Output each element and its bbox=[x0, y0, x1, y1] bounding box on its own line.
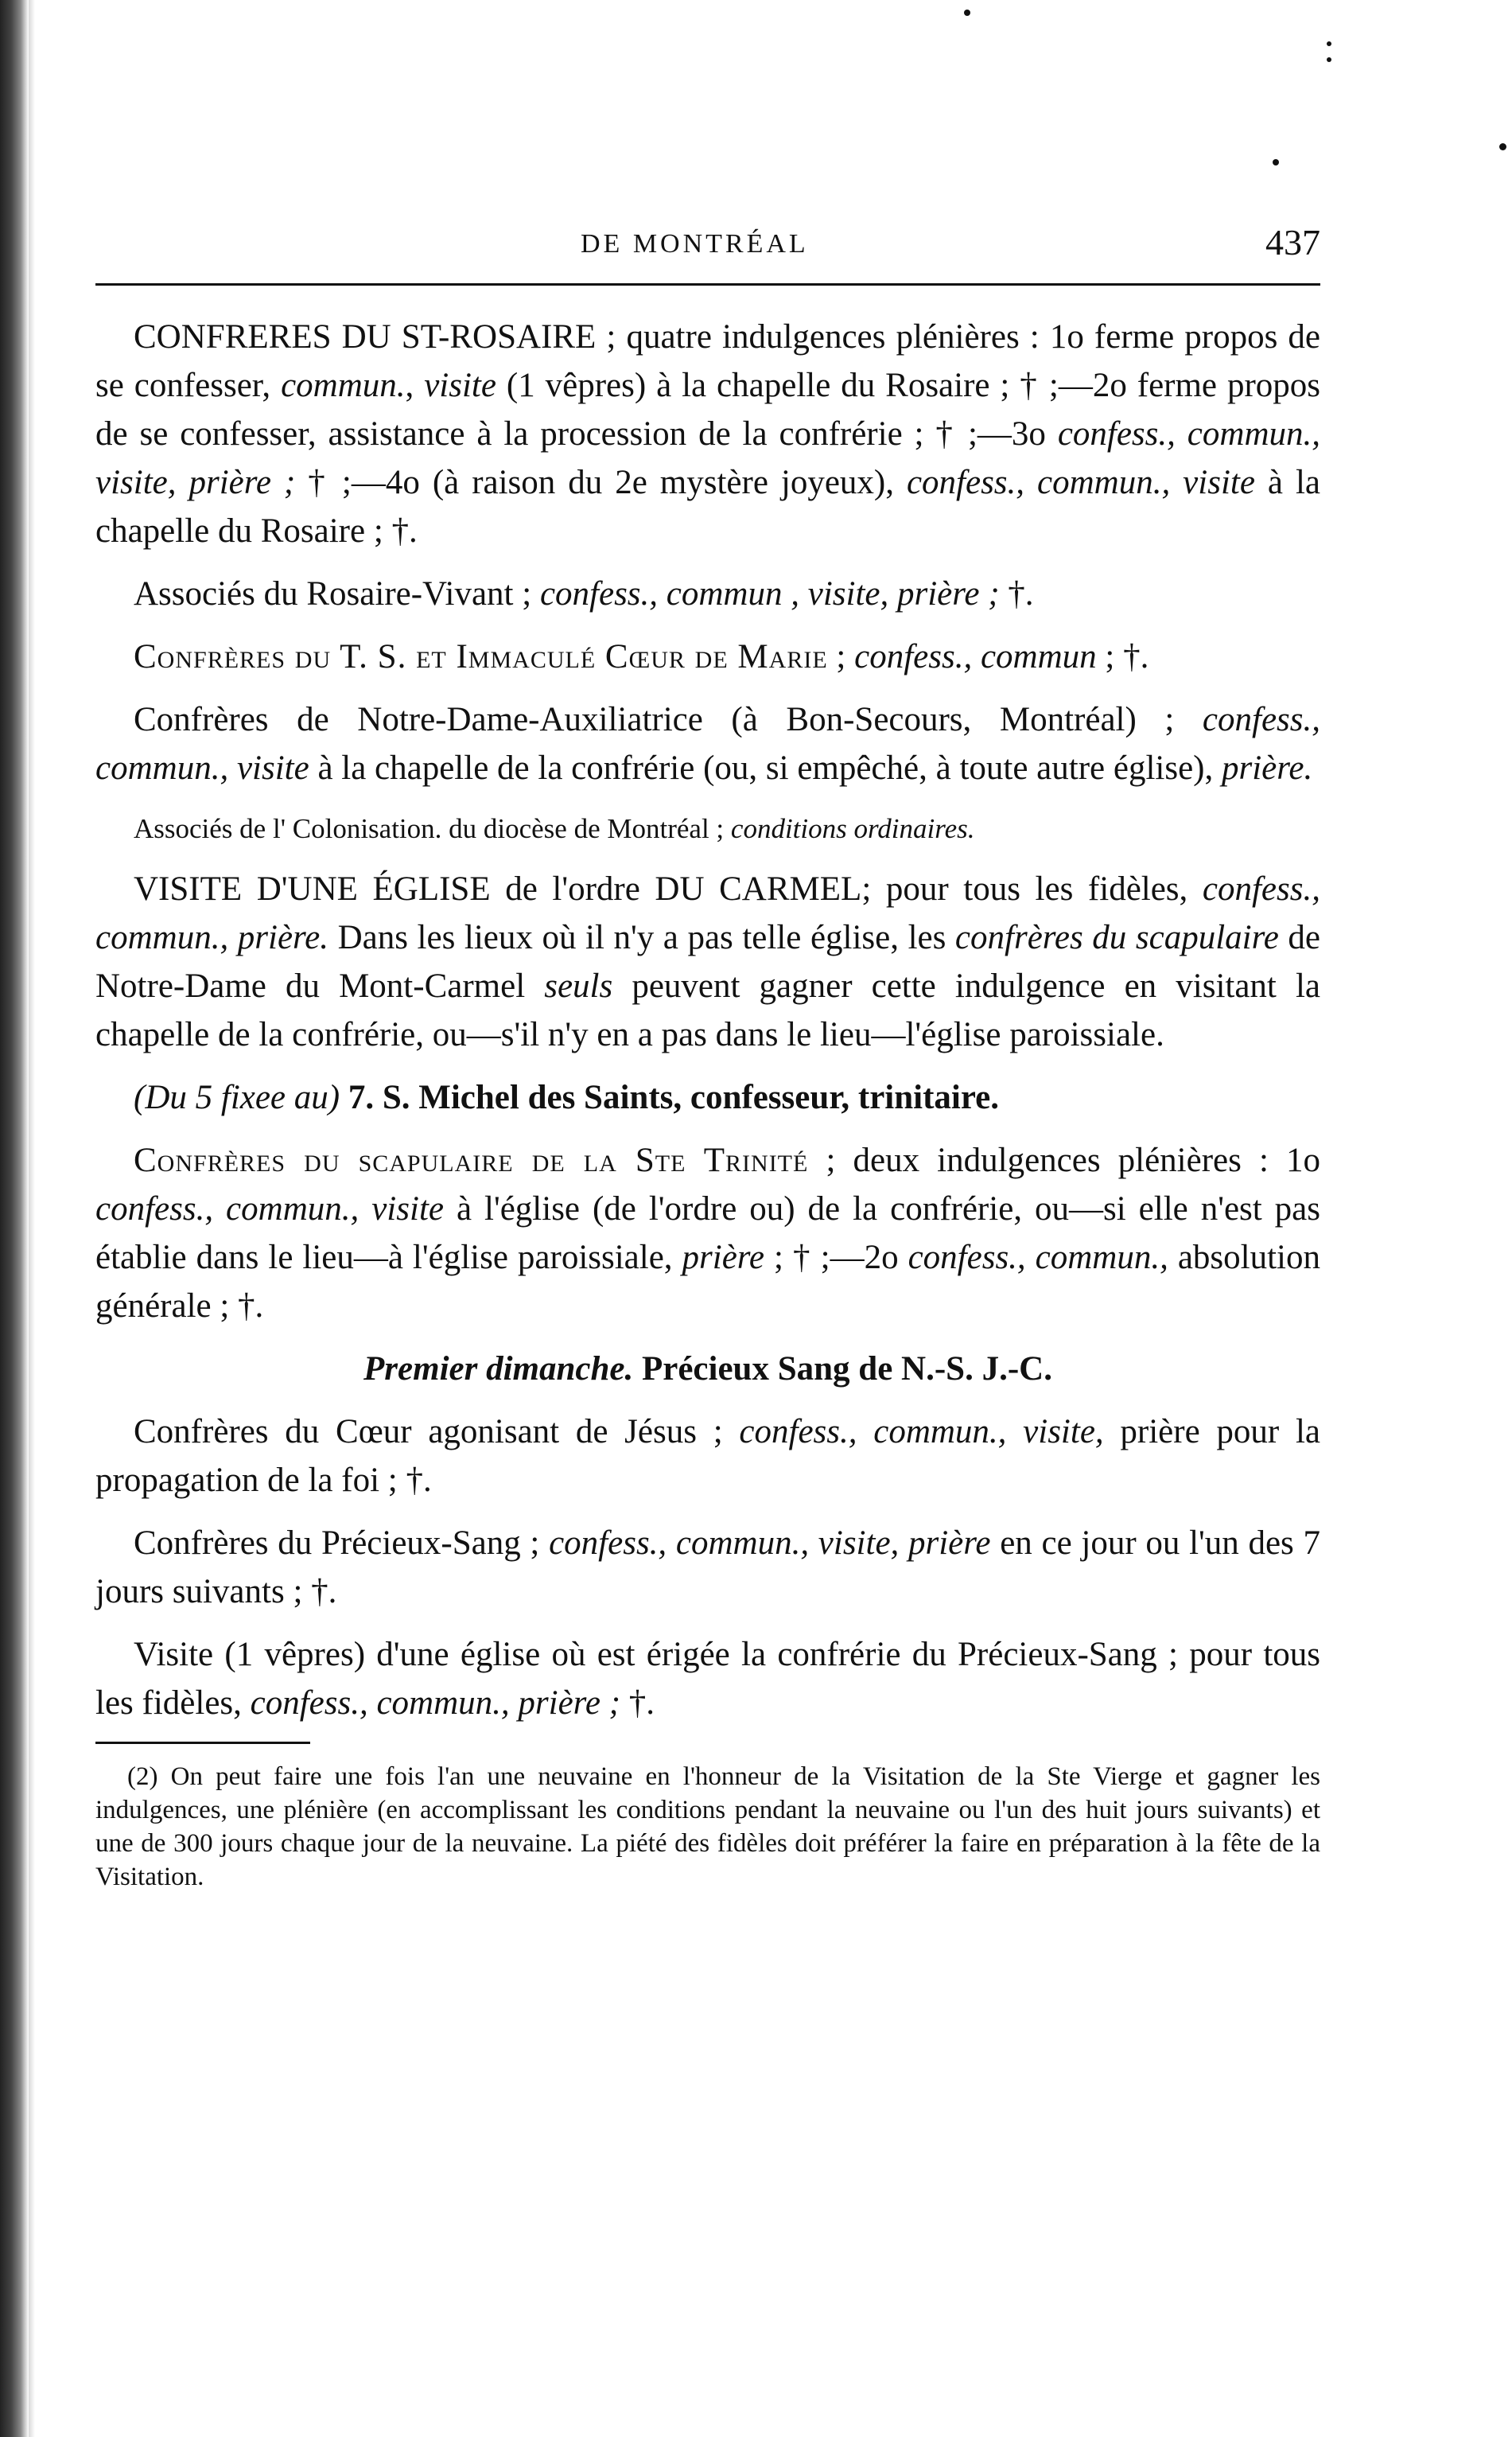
text-run: ; quatre indulgences plénières : 1o ferme propos de se confesser, bbox=[95, 318, 1320, 404]
text-run: prière pour la propagation de la foi ; †. bbox=[95, 1413, 1321, 1499]
italic-run: confess., commun., prière. bbox=[95, 870, 1320, 956]
print-speck bbox=[1327, 41, 1331, 46]
paragraph-coeur-agonisant bbox=[95, 1407, 1320, 1505]
text-run: Associés de l' Colonisation. du diocèse de Montréal ; bbox=[134, 813, 731, 844]
date-heading-michel bbox=[95, 1073, 1320, 1122]
italic-run: confrères du scapulaire bbox=[954, 919, 1279, 956]
italic-run: confess., commun., visite bbox=[95, 1190, 444, 1228]
text-run: Dans les lieux où il n'y a pas telle église, les bbox=[328, 919, 955, 956]
italic-run: confess., commun., visite bbox=[906, 464, 1255, 501]
book-page bbox=[95, 215, 1320, 1894]
italic-run: conditions ordinaires. bbox=[730, 813, 975, 844]
text-run: †. bbox=[999, 575, 1034, 613]
entry-heading: VISITE D'UNE ÉGLISE bbox=[134, 870, 491, 908]
text-run: ; deux indulgences plénières : 1o bbox=[808, 1142, 1320, 1179]
page-edge-shadow bbox=[29, 0, 35, 2437]
text-run: en ce jour ou l'un des 7 jours suivants ; †. bbox=[95, 1524, 1321, 1610]
entry-heading: Confrères du T. S. et Immaculé Cœur de Marie bbox=[134, 638, 828, 675]
header-rule bbox=[95, 283, 1320, 286]
footnote: (2) On peut faire une fois l'an une neuvaine en l'honneur de la Visitation de la Ste Vierge et gagner les indulgences, une plénière (en accomplissant les conditions pendant la neuvaine ou l'un des huit jours suivants) et une de 300 jours chaque jour de la neuvaine. La piété des fidèles doit préférer la faire en préparation à la fête de la Visitation. bbox=[95, 1762, 1320, 1891]
italic-run: confess., commun bbox=[854, 638, 1097, 675]
date-heading-precieux-sang bbox=[95, 1345, 1320, 1393]
italic-run: prière. bbox=[1221, 749, 1313, 787]
paragraph-notre-dame-auxiliatrice bbox=[95, 695, 1320, 792]
italic-run: confess., commun., visite, bbox=[739, 1413, 1104, 1450]
page-number: 437 bbox=[1265, 222, 1320, 263]
text-run: ; †. bbox=[1096, 638, 1149, 675]
paragraph-confreres-rosaire bbox=[95, 313, 1320, 555]
italic-run: confess., commun , visite, prière ; bbox=[539, 575, 1000, 613]
italic-run: commun. bbox=[281, 367, 406, 404]
entry-heading: DU CARMEL bbox=[655, 870, 862, 908]
italic-run: Premier dimanche. bbox=[363, 1350, 634, 1388]
paragraph-visite-precieux-sang bbox=[95, 1630, 1320, 1727]
page-text bbox=[95, 313, 1320, 1894]
text-run: absolution générale ; †. bbox=[95, 1239, 1320, 1325]
italic-run: confess., commun., visite, prière bbox=[549, 1524, 991, 1562]
text-run: peuvent gagner cette indulgence en visitant la chapelle de la confrérie, ou—s'il n'y en a pas dans le lieu—l'église paroissiale. bbox=[95, 967, 1320, 1053]
paragraph-rosaire-vivant bbox=[95, 570, 1320, 618]
text-run: Confrères du Précieux-Sang ; bbox=[134, 1524, 550, 1562]
text-run: de l'ordre bbox=[490, 870, 655, 908]
paragraph-coeur-de-marie bbox=[95, 633, 1320, 681]
paragraph-visite-carmel bbox=[95, 865, 1320, 1059]
italic-run: visite bbox=[424, 367, 496, 404]
entry-heading: CONFRERES DU ST-ROSAIRE bbox=[134, 318, 597, 356]
italic-run: confess., commun., bbox=[908, 1239, 1168, 1276]
print-speck bbox=[964, 10, 970, 16]
print-speck bbox=[1499, 143, 1506, 150]
running-head-title: DE MONTRÉAL bbox=[581, 229, 809, 259]
text-run: (1 vêpres) à la chapelle du Rosaire ; † ;—2o ferme propos de se confesser, assistance à la procession de la confrérie ; † ;—3o bbox=[95, 367, 1320, 453]
print-speck bbox=[1273, 159, 1279, 165]
entry-heading: Confrères du scapulaire de la Ste Trinité bbox=[134, 1142, 809, 1179]
text-run: Visite (1 vêpres) d'une église où est érigée la confrérie du Précieux-Sang ; pour tous les fidèles, bbox=[95, 1636, 1320, 1722]
feast-title: Précieux Sang de N.-S. J.-C. bbox=[633, 1350, 1052, 1388]
print-speck bbox=[1327, 57, 1331, 62]
text-run: †. bbox=[620, 1684, 655, 1722]
italic-run: confess., commun., visite bbox=[95, 701, 1320, 787]
text-run: Confrères de Notre-Dame-Auxiliatrice (à Bon-Secours, Montréal) ; bbox=[134, 701, 1203, 738]
text-run: à l'église (de l'ordre ou) de la confrérie, ou—si elle n'est pas établie dans le lieu—à l'église paroissiale, bbox=[95, 1190, 1321, 1276]
text-run: à la chapelle de la confrérie (ou, si empêché, à toute autre église), bbox=[309, 749, 1222, 787]
text-run: ; † ;—2o bbox=[764, 1239, 908, 1276]
italic-run: prière bbox=[682, 1239, 765, 1276]
text-run: ; pour tous les fidèles, bbox=[861, 870, 1203, 908]
text-run: ; bbox=[827, 638, 855, 675]
footnote-rule bbox=[95, 1742, 310, 1744]
book-spine-shadow bbox=[0, 0, 29, 2437]
paragraph-ste-trinite bbox=[95, 1136, 1320, 1330]
text-run: † ;—4o (à raison du 2e mystère joyeux), bbox=[295, 464, 907, 501]
paragraph-precieux-sang bbox=[95, 1519, 1320, 1616]
feast-title: 7. S. Michel des Saints, confesseur, trinitaire. bbox=[340, 1079, 1000, 1116]
text-run: de Notre-Dame du Mont-Carmel bbox=[95, 919, 1320, 1005]
italic-run: seuls bbox=[544, 967, 613, 1005]
running-head bbox=[95, 215, 1320, 271]
italic-run: confess., commun., visite, prière ; bbox=[95, 415, 1320, 501]
text-run: Confrères du Cœur agonisant de Jésus ; bbox=[134, 1413, 740, 1450]
text-run: Associés du Rosaire-Vivant ; bbox=[134, 575, 540, 613]
text-run: , bbox=[405, 367, 425, 404]
italic-run: confess., commun., prière ; bbox=[250, 1684, 620, 1722]
text-run: à la chapelle du Rosaire ; †. bbox=[95, 464, 1320, 550]
paragraph-colonisation bbox=[95, 807, 1320, 851]
italic-run: (Du 5 fixee au) bbox=[134, 1079, 340, 1116]
